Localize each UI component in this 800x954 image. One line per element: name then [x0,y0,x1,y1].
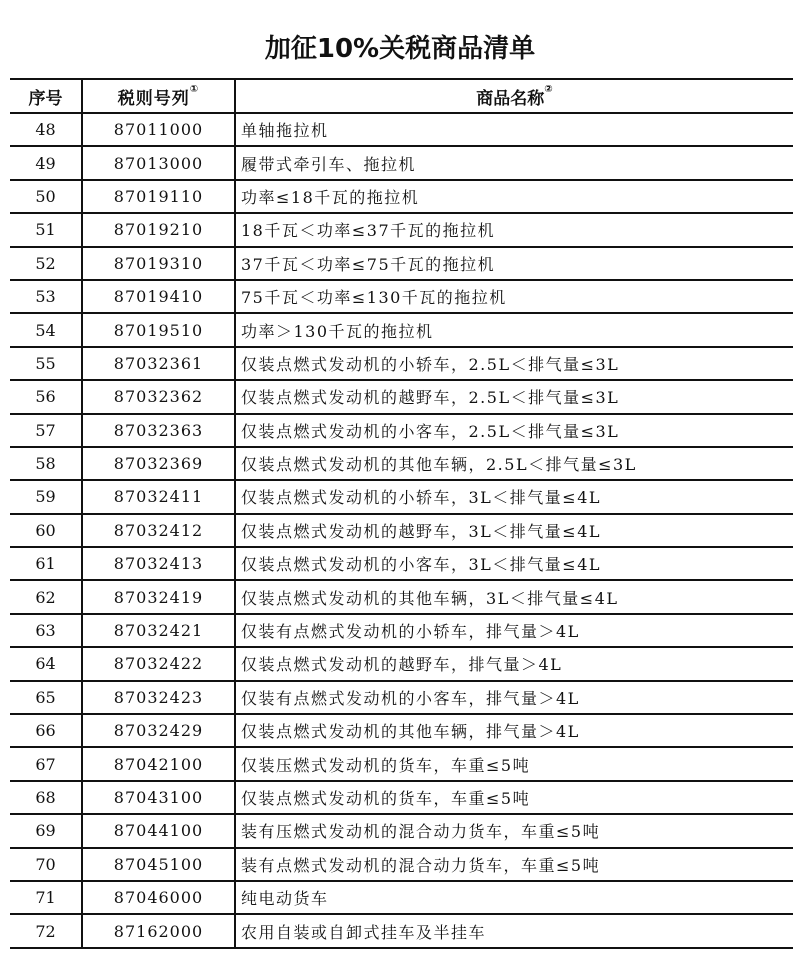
tariff-code-cell: 87044100 [82,814,235,847]
serial-number-cell: 72 [10,914,82,947]
product-name-cell: 仅装有点燃式发动机的小轿车，排气量＞4L [235,614,793,647]
header-row [10,79,793,113]
serial-number-cell: 50 [10,180,82,213]
product-name-cell: 仅装点燃式发动机的越野车，3L＜排气量≤4L [235,514,793,547]
table-row [10,614,793,647]
serial-number-cell: 59 [10,480,82,513]
product-name-cell: 纯电动货车 [235,881,793,914]
table-row [10,514,793,547]
tariff-code-cell: 87032421 [82,614,235,647]
tariff-code-cell: 87032423 [82,681,235,714]
tariff-code-cell: 87032429 [82,714,235,747]
table-row [10,213,793,246]
tariff-code-cell: 87032369 [82,447,235,480]
tariff-code-cell: 87032361 [82,347,235,380]
serial-number-cell: 56 [10,380,82,413]
table-row [10,447,793,480]
tariff-table [10,78,793,949]
header-label: 税则号列 [117,88,190,109]
table-header [10,79,793,113]
tariff-code-cell: 87032412 [82,514,235,547]
product-name-cell: 仅装点燃式发动机的小客车，3L＜排气量≤4L [235,547,793,580]
serial-number-cell: 60 [10,514,82,547]
product-name-cell: 仅装点燃式发动机的其他车辆，2.5L＜排气量≤3L [235,447,793,480]
product-name-cell: 仅装点燃式发动机的小轿车，2.5L＜排气量≤3L [235,347,793,380]
product-name-cell: 仅装有点燃式发动机的小客车，排气量＞4L [235,681,793,714]
product-name-cell: 履带式牵引车、拖拉机 [235,146,793,179]
tariff-code-cell: 87046000 [82,881,235,914]
tariff-code-cell: 87032411 [82,480,235,513]
footnote-marker: ② [544,83,553,95]
table-row [10,247,793,280]
document-title: 加征10%关税商品清单 [264,34,536,64]
serial-number-cell: 65 [10,681,82,714]
header-label: 序号 [28,88,63,109]
table-row [10,347,793,380]
tariff-code-cell: 87032362 [82,380,235,413]
product-name-cell: 装有压燃式发动机的混合动力货车，车重≤5吨 [235,814,793,847]
header-tariff-code [82,79,235,113]
serial-number-cell: 58 [10,447,82,480]
serial-number-cell: 64 [10,647,82,680]
tariff-code-cell: 87011000 [82,113,235,146]
serial-number-cell: 71 [10,881,82,914]
tariff-code-cell: 87019310 [82,247,235,280]
header-label: 商品名称 [476,88,545,109]
table-row [10,547,793,580]
tariff-code-cell: 87042100 [82,747,235,780]
product-name-cell: 装有点燃式发动机的混合动力货车，车重≤5吨 [235,848,793,881]
table-row [10,380,793,413]
serial-number-cell: 55 [10,347,82,380]
tariff-code-cell: 87032413 [82,547,235,580]
product-name-cell: 农用自装或自卸式挂车及半挂车 [235,914,793,947]
tariff-code-cell: 87032363 [82,414,235,447]
table-row [10,280,793,313]
footnote-marker: ① [189,83,200,95]
table-row [10,681,793,714]
product-name-cell: 单轴拖拉机 [235,113,793,146]
serial-number-cell: 61 [10,547,82,580]
product-name-cell: 仅装点燃式发动机的其他车辆，3L＜排气量≤4L [235,580,793,613]
tariff-code-cell: 87019510 [82,313,235,346]
product-name-cell: 功率＞130千瓦的拖拉机 [235,313,793,346]
product-name-cell: 功率≤18千瓦的拖拉机 [235,180,793,213]
product-name-cell: 仅装点燃式发动机的货车，车重≤5吨 [235,781,793,814]
serial-number-cell: 68 [10,781,82,814]
serial-number-cell: 70 [10,848,82,881]
product-name-cell: 仅装点燃式发动机的越野车，2.5L＜排气量≤3L [235,380,793,413]
table-row [10,914,793,947]
serial-number-cell: 66 [10,714,82,747]
tariff-code-cell: 87019210 [82,213,235,246]
serial-number-cell: 67 [10,747,82,780]
product-name-cell: 仅装点燃式发动机的其他车辆，排气量＞4L [235,714,793,747]
table-row [10,781,793,814]
table-row [10,580,793,613]
tariff-code-cell: 87032419 [82,580,235,613]
table-row [10,714,793,747]
tariff-code-cell: 87045100 [82,848,235,881]
product-name-cell: 18千瓦＜功率≤37千瓦的拖拉机 [235,213,793,246]
table-row [10,647,793,680]
product-name-cell: 仅装点燃式发动机的越野车，排气量＞4L [235,647,793,680]
serial-number-cell: 57 [10,414,82,447]
serial-number-cell: 53 [10,280,82,313]
table-row [10,480,793,513]
product-name-cell: 仅装点燃式发动机的小轿车，3L＜排气量≤4L [235,480,793,513]
tariff-code-cell: 87043100 [82,781,235,814]
table-body [10,113,793,948]
header-serial-number [10,79,82,113]
product-name-cell: 75千瓦＜功率≤130千瓦的拖拉机 [235,280,793,313]
header-product-name [235,79,793,113]
tariff-code-cell: 87162000 [82,914,235,947]
table-row [10,313,793,346]
table-row [10,747,793,780]
table-row [10,848,793,881]
tariff-code-cell: 87019410 [82,280,235,313]
serial-number-cell: 49 [10,146,82,179]
serial-number-cell: 52 [10,247,82,280]
product-name-cell: 仅装压燃式发动机的货车，车重≤5吨 [235,747,793,780]
table-row [10,414,793,447]
table-row [10,814,793,847]
serial-number-cell: 51 [10,213,82,246]
serial-number-cell: 62 [10,580,82,613]
product-name-cell: 37千瓦＜功率≤75千瓦的拖拉机 [235,247,793,280]
serial-number-cell: 69 [10,814,82,847]
tariff-code-cell: 87019110 [82,180,235,213]
product-name-cell: 仅装点燃式发动机的小客车，2.5L＜排气量≤3L [235,414,793,447]
serial-number-cell: 54 [10,313,82,346]
table-row [10,881,793,914]
tariff-code-cell: 87032422 [82,647,235,680]
tariff-code-cell: 87013000 [82,146,235,179]
table-row [10,113,793,146]
serial-number-cell: 63 [10,614,82,647]
serial-number-cell: 48 [10,113,82,146]
table-row [10,146,793,179]
table-row [10,180,793,213]
